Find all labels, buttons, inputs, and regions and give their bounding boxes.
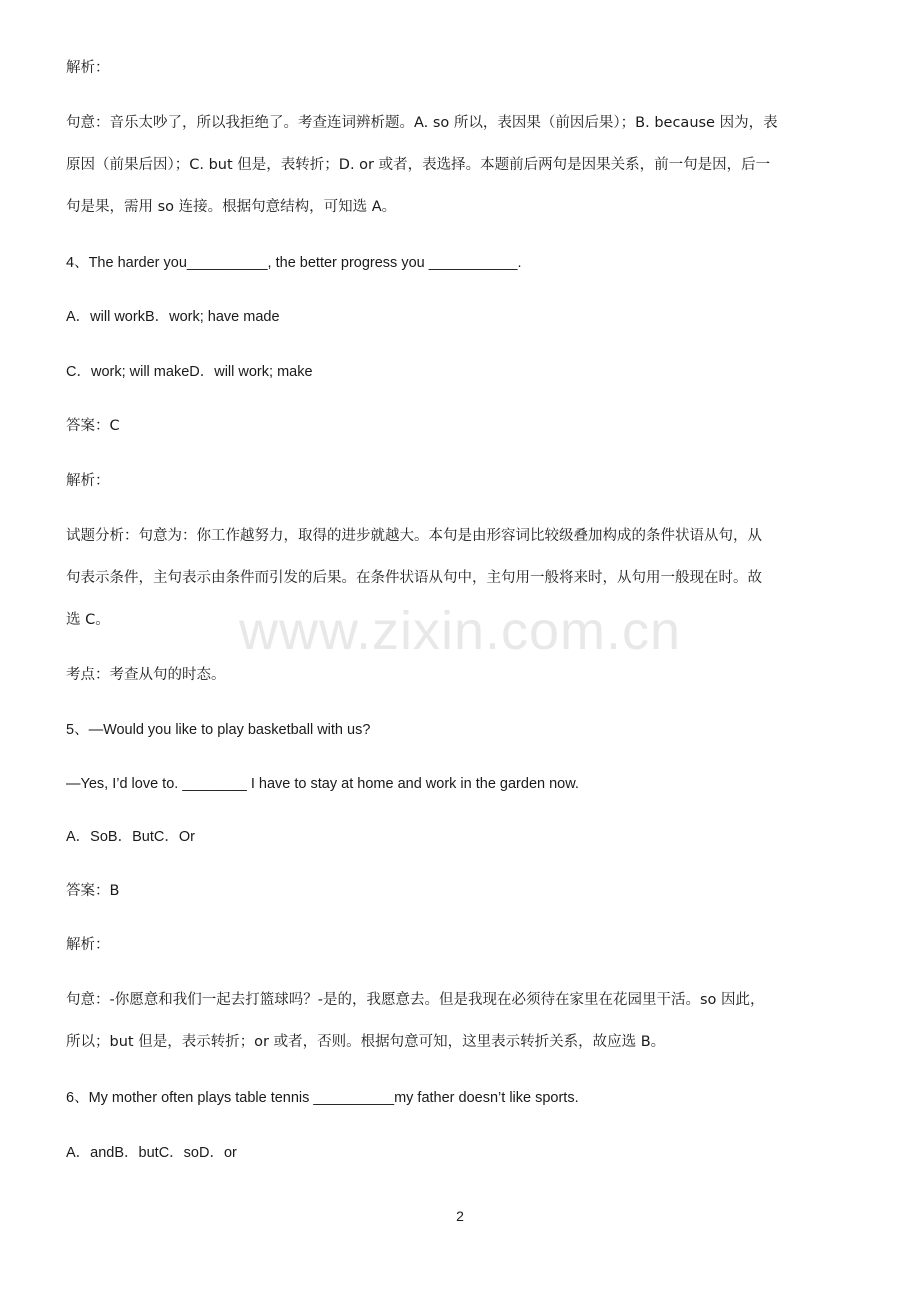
q5-analysis-label: 解析：	[66, 937, 110, 953]
q4-key-point: 考点：考查从句的时态。	[66, 667, 226, 683]
q5-analysis-line: 所以；but 但是，表示转折；or 或者，否则。根据句意可知，这里表示转折关系，故应选 B。	[66, 1034, 666, 1050]
q5-answer: 答案：B	[66, 883, 120, 899]
q3-analysis-label: 解析：	[66, 60, 110, 76]
q6-options: A．andB．butC．soD．or	[66, 1145, 237, 1161]
q6-question: 6、My mother often plays table tennis __________my father doesn’t like sports.	[66, 1090, 579, 1106]
q5-analysis-line: 句意：-你愿意和我们一起去打篮球吗？-是的，我愿意去。但是我现在必须待在家里在花园里干活。so 因此，	[66, 992, 765, 1008]
q4-analysis-paragraph	[66, 515, 854, 641]
q4-analysis-label: 解析：	[66, 473, 110, 489]
q3-analysis-line: 句意：音乐太吵了，所以我拒绝了。考查连词辨析题。A. so 所以，表因果（前因后果）；B. because 因为，表	[66, 115, 778, 131]
q3-analysis-line: 句是果，需用 so 连接。根据句意结构，可知选 A。	[66, 199, 397, 215]
q4-answer: 答案：C	[66, 418, 120, 434]
q3-analysis-line: 原因（前果后因）；C. but 但是，表转折；D. or 或者，表选择。本题前后两句是因果关系，前一句是因，后一	[66, 157, 771, 173]
q4-analysis-line: 选 C。	[66, 612, 110, 628]
watermark: www.zixin.com.cn	[238, 601, 682, 661]
q4-analysis-line: 句表示条件，主句表示由条件而引发的后果。在条件状语从句中，主句用一般将来时，从句用一般现在时。故	[66, 570, 762, 586]
q5-question: 5、—Would you like to play basketball with us?	[66, 722, 371, 738]
q4-options-line1: A．will workB．work; have made	[66, 309, 280, 325]
q5-options: A．SoB．ButC．Or	[66, 829, 195, 845]
q5-reply: —Yes, I’d love to. ________ I have to stay at home and work in the garden now.	[66, 776, 579, 792]
page-number: 2	[456, 1208, 464, 1224]
q3-analysis-paragraph	[66, 102, 854, 228]
q5-analysis-paragraph	[66, 979, 854, 1063]
q4-question: 4、The harder you__________, the better progress you ___________.	[66, 255, 522, 271]
q4-options-line2: C．work; will makeD．will work; make	[66, 364, 313, 380]
q4-analysis-line: 试题分析：句意为：你工作越努力，取得的进步就越大。本句是由形容词比较级叠加构成的条件状语从句，从	[66, 528, 762, 544]
